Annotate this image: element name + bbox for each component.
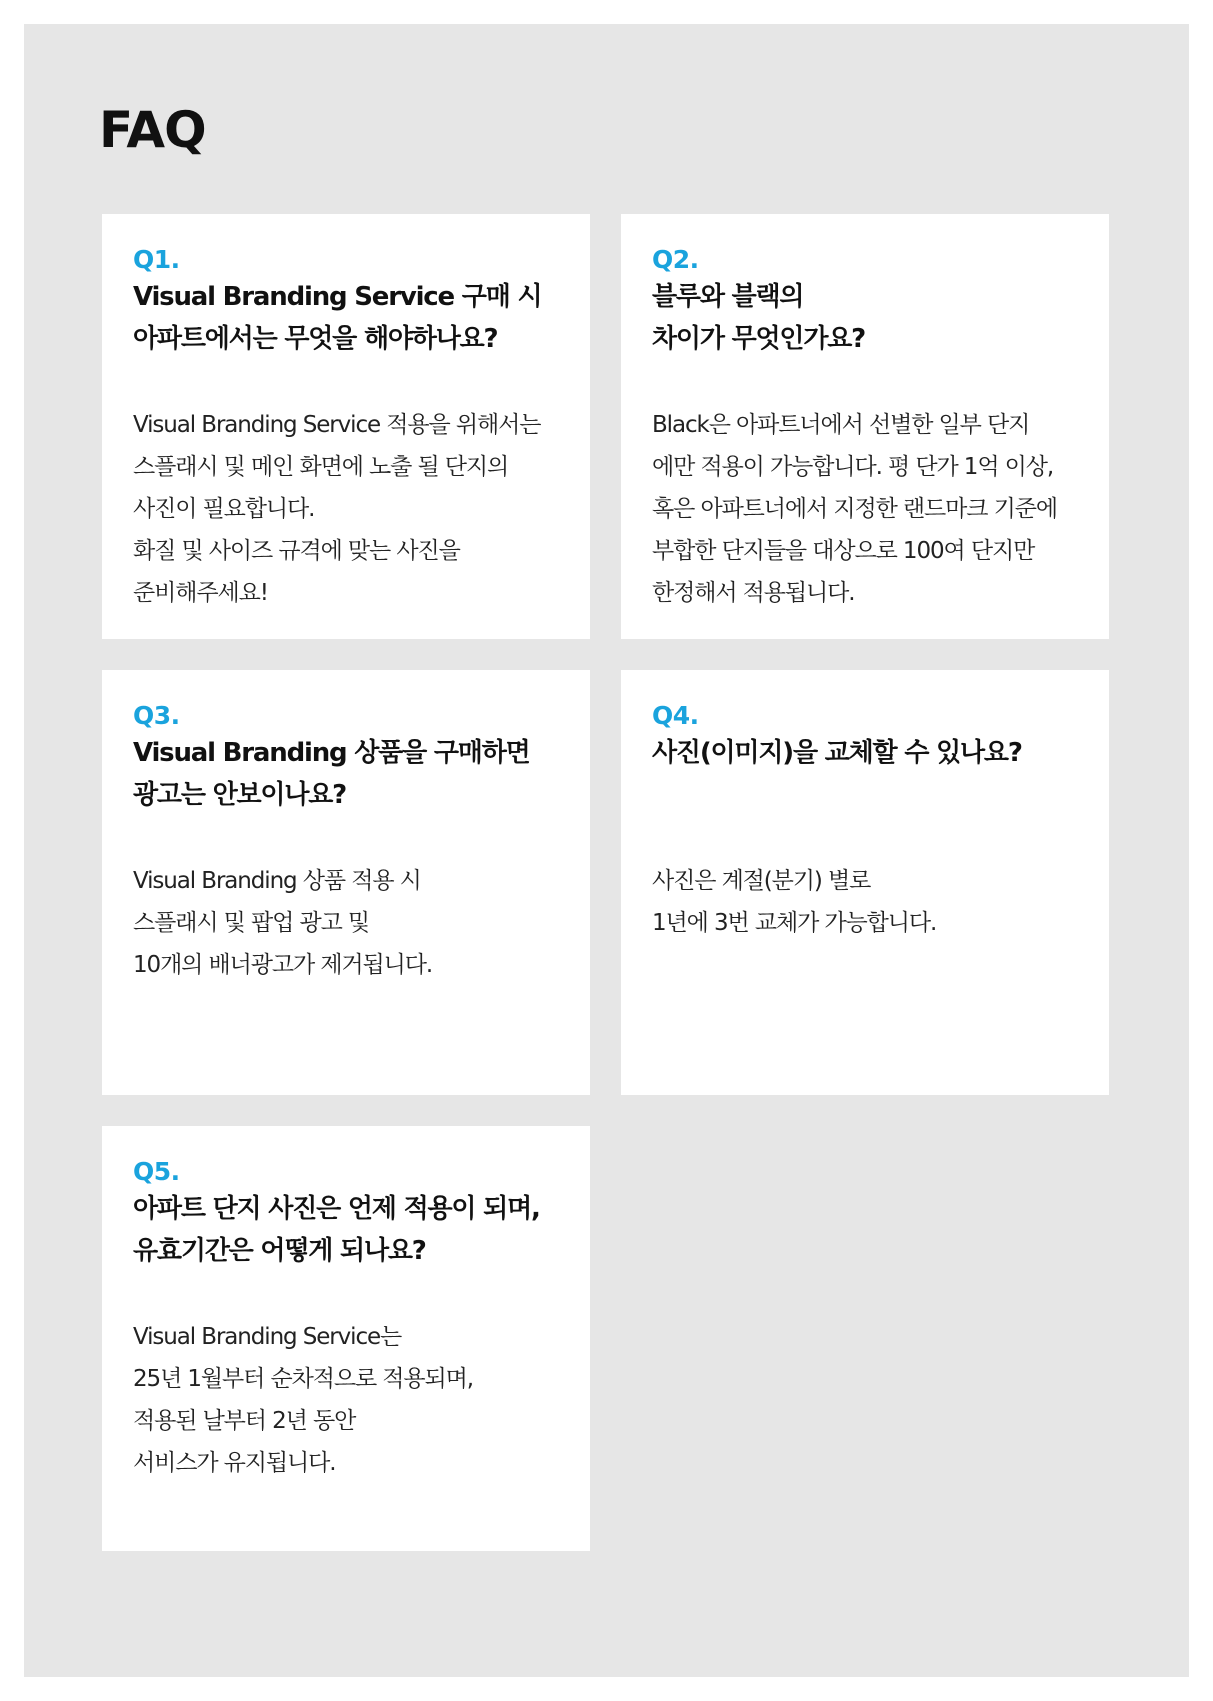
answer-line: 화질 및 사이즈 규격에 맞는 사진을 — [133, 538, 460, 564]
question-title — [652, 732, 1079, 816]
answer-line: Black은 아파트너에서 선별한 일부 단지 — [652, 412, 1030, 438]
answer-line: 준비해주세요! — [133, 580, 268, 606]
answer-line: 10개의 배너광고가 제거됩니다. — [133, 952, 433, 978]
question-title — [133, 732, 560, 816]
answer-line: 적용된 날부터 2년 동안 — [133, 1408, 356, 1434]
question-title — [652, 276, 1079, 360]
question-title — [133, 276, 560, 360]
faq-card-q2 — [621, 214, 1109, 639]
answer-text — [133, 1316, 560, 1484]
faq-card-q4 — [621, 670, 1109, 1095]
answer-line: Visual Branding 상품 적용 시 — [133, 868, 421, 894]
question-number: Q2. — [652, 245, 699, 274]
question-line: 광고는 안보이나요? — [133, 780, 347, 810]
question-line: 아파트에서는 무엇을 해야하나요? — [133, 324, 498, 354]
faq-card-q5 — [102, 1126, 590, 1551]
answer-line: 스플래시 및 팝업 광고 및 — [133, 910, 370, 936]
answer-line: 혹은 아파트너에서 지정한 랜드마크 기준에 — [652, 496, 1057, 522]
answer-line: 에만 적용이 가능합니다. 평 단가 1억 이상, — [652, 454, 1054, 480]
page-title: FAQ — [99, 101, 206, 159]
answer-line: 스플래시 및 메인 화면에 노출 될 단지의 — [133, 454, 509, 480]
answer-line: Visual Branding Service 적용을 위해서는 — [133, 412, 541, 438]
answer-line: 사진이 필요합니다. — [133, 496, 315, 522]
question-line: Visual Branding Service 구매 시 — [133, 282, 542, 312]
question-line: Visual Branding 상품을 구매하면 — [133, 738, 530, 768]
answer-text — [133, 860, 560, 986]
question-number: Q4. — [652, 701, 699, 730]
answer-line: 1년에 3번 교체가 가능합니다. — [652, 910, 937, 936]
faq-card-q1 — [102, 214, 590, 639]
answer-text — [652, 404, 1079, 614]
question-number: Q3. — [133, 701, 180, 730]
question-line: 유효기간은 어떻게 되나요? — [133, 1236, 426, 1266]
answer-line: 25년 1월부터 순차적으로 적용되며, — [133, 1366, 473, 1392]
question-line: 차이가 무엇인가요? — [652, 324, 866, 354]
answer-text — [133, 404, 560, 614]
question-line: 사진(이미지)을 교체할 수 있나요? — [652, 738, 1022, 768]
answer-line: 서비스가 유지됩니다. — [133, 1450, 336, 1476]
question-title — [133, 1188, 560, 1272]
question-line: 아파트 단지 사진은 언제 적용이 되며, — [133, 1194, 540, 1224]
answer-line: 부합한 단지들을 대상으로 100여 단지만 — [652, 538, 1035, 564]
question-number: Q5. — [133, 1157, 180, 1186]
answer-text — [652, 860, 1079, 944]
answer-line: 사진은 계절(분기) 별로 — [652, 868, 871, 894]
answer-line: 한정해서 적용됩니다. — [652, 580, 855, 606]
answer-line: Visual Branding Service는 — [133, 1324, 402, 1350]
question-line: 블루와 블랙의 — [652, 282, 804, 312]
question-number: Q1. — [133, 245, 180, 274]
faq-card-q3 — [102, 670, 590, 1095]
